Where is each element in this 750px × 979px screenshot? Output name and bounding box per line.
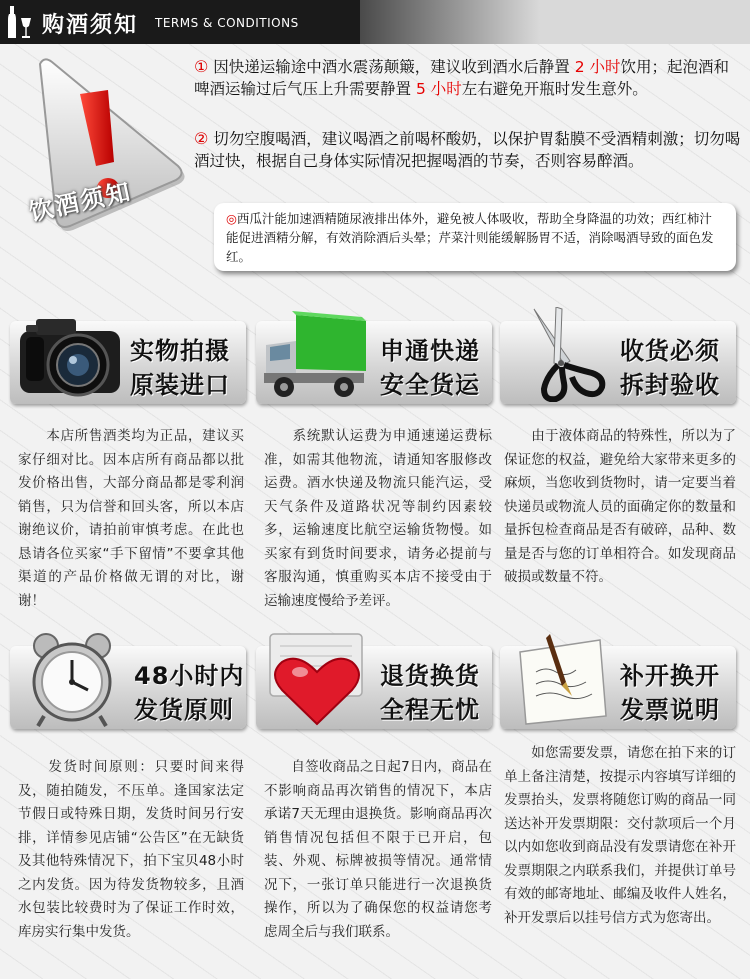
card-subtitle: 全程无忧 [380, 696, 480, 724]
notice-item-1: ① 因快递运输途中酒水震荡颠簸，建议收到酒水后静置 2 小时饮用；起泡酒和啤酒运输过后气压上升需要静置 5 小时左右避免开瓶时发生意外。 [194, 57, 730, 98]
card-text: 系统默认运费为申通速递运费标准，如需其他物流，请通知客服修改运费。酒水快递及物流只能汽运，受天气条件及道路状况等制约因素较多，运输速度比航空运输货物慢。如买家有到货时间要求，请务必提前与客服沟通，慎重购买本店不接受由于运输速度慢给予差评。 [264, 428, 492, 609]
notice-item-2: ② 切勿空腹喝酒，建议喝酒之前喝杯酸奶，以保护胃黏膜不受酒精刺激；切勿喝酒过快，根据自己身体实际情况把握喝酒的节奏，否则容易醉酒。 [194, 129, 741, 170]
hangover-tip-box: ◎西瓜汁能加速酒精随尿液排出体外，避免被人体吸收，帮助全身降温的功效；西红柿汁能促进酒精分解，有效消除酒后头晕；芹菜汁则能缓解肠胃不适，消除喝酒导致的面色发红。 [214, 203, 736, 271]
wine-bottle-icon [6, 4, 34, 40]
scissors-icon [506, 307, 616, 402]
card-title: 48小时内 [134, 662, 245, 690]
page-title: 购酒须知 [42, 13, 139, 38]
drinking-notice-badge: 饮酒须知 [26, 176, 135, 227]
page-subtitle: TERMS & CONDITIONS [155, 16, 299, 30]
card-text: 本店所售酒类均为正品，建议买家仔细对比。因本店所有商品都以批发价格出售，大部分商品都是零利润销售，只为信誉和回头客，所以本店谢绝议价，请拍前审慎考虑。在此也恳请各位买家“手下留情”不要拿其他渠道的产品价格做无谓的对比，谢谢！ [18, 428, 244, 609]
card-subtitle: 发票说明 [620, 696, 720, 724]
card-subtitle: 安全货运 [380, 371, 480, 399]
card-title: 补开换开 [620, 662, 720, 690]
truck-icon [262, 307, 372, 402]
camera-icon [16, 307, 126, 402]
card-text: 自签收商品之日起7日内，商品在不影响商品再次销售的情况下，本店承诺7天无理由退换货。影响商品再次销售情况包括但不限于已开启，包装、外观、标牌被损等情况。通常情况下，一张订单只能进行一次退换货操作，所以为了确保您的权益请您考虑周全后与我们联系。 [264, 759, 492, 940]
card-title: 收货必须 [620, 337, 720, 365]
card-subtitle: 原装进口 [130, 371, 230, 399]
card-title: 实物拍摄 [130, 337, 230, 365]
card-subtitle: 发货原则 [134, 696, 234, 724]
heart-icon [262, 632, 372, 727]
card-subtitle: 拆封验收 [620, 371, 720, 399]
card-text: 如您需要发票，请您在拍下来的订单上备注清楚，按提示内容填写详细的发票抬头，发票将随您订购的商品一同送达补开发票期限：交付款项后一个月以内如您收到商品没有发票请您在补开发票期限之内联系我们，并提供订单号有效的邮寄地址、邮编及收件人姓名，补开发票后以挂号信方式为您寄出。 [504, 745, 736, 926]
quill-pen-icon [506, 632, 616, 727]
alarm-clock-icon [16, 632, 126, 727]
card-text: 发货时间原则：只要时间来得及，随拍随发，不压单。逢国家法定节假日或特殊日期，发货时间另行安排，详情参见店铺“公告区”在无缺货及其他特殊情况下，拍下宝贝48小时之内发货。因为待发货物较多，且酒水包装比较费时为了保证工作时效，库房实行集中发货。 [18, 759, 244, 940]
page-header [0, 0, 750, 44]
card-title: 退货换货 [380, 662, 480, 690]
card-text: 由于液体商品的特殊性，所以为了保证您的权益，避免给大家带来更多的麻烦，当您收到货物时，请一定要当着快递员或物流人员的面确定你的数量和量拆包检查商品是否有破碎，品种、数量是否与您的订单相符合。如发现商品破损或数量不符。 [504, 428, 736, 585]
card-title: 申通快递 [380, 337, 480, 365]
